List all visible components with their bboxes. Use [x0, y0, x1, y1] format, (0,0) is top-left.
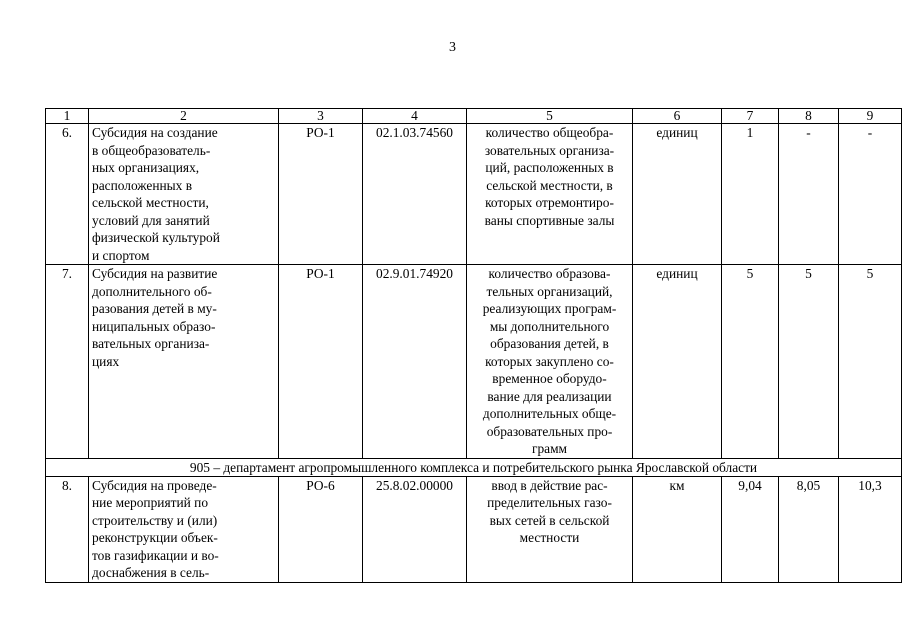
- value-cell: 5: [779, 265, 839, 459]
- value-cell: 8,05: [779, 476, 839, 582]
- indicator-cell: количество образова- тельных организаций, реализующих програм- мы дополнительного образования детей, в которых закуплено со- временное оборудо- вание для реализации дополнительных обще- образовательных про- грамм: [467, 265, 633, 459]
- column-number: 6: [633, 109, 722, 124]
- subsidy-name: Субсидия на развитие дополнительного об- разования детей в му- ниципальных образо- вательных организа- циях: [89, 265, 279, 459]
- value-cell: 1: [722, 124, 779, 265]
- page-number: 3: [449, 40, 456, 55]
- header-row: [46, 109, 902, 124]
- code-cell: РО-6: [279, 476, 363, 582]
- table-row: [46, 265, 902, 459]
- unit-cell: км: [633, 476, 722, 582]
- kbk-cell: 02.1.03.74560: [363, 124, 467, 265]
- row-number: 6.: [46, 124, 89, 265]
- value-cell: 10,3: [839, 476, 902, 582]
- value-cell: 5: [722, 265, 779, 459]
- subsidy-name: Субсидия на создание в общеобразователь- ных организациях, расположенных в сельской местности, условий для занятий физической культурой и спортом: [89, 124, 279, 265]
- subsidy-name: Субсидия на проведе- ние мероприятий по строительству и (или) реконструкции объек- тов газификации и во- доснабжения в сель-: [89, 476, 279, 582]
- row-number: 7.: [46, 265, 89, 459]
- column-number: 7: [722, 109, 779, 124]
- indicator-cell: количество общеобра- зовательных организа- ций, расположенных в сельской местности, в которых отремонтиро- ваны спортивные залы: [467, 124, 633, 265]
- value-cell: -: [839, 124, 902, 265]
- column-number: 5: [467, 109, 633, 124]
- column-number: 3: [279, 109, 363, 124]
- department-row: [46, 458, 902, 476]
- column-number: 8: [779, 109, 839, 124]
- column-number: 1: [46, 109, 89, 124]
- unit-cell: единиц: [633, 265, 722, 459]
- indicator-cell: ввод в действие рас- пределительных газо- вых сетей в сельской местности: [467, 476, 633, 582]
- table-row: [46, 476, 902, 582]
- value-cell: -: [779, 124, 839, 265]
- unit-cell: единиц: [633, 124, 722, 265]
- column-number: 9: [839, 109, 902, 124]
- column-number: 2: [89, 109, 279, 124]
- row-number: 8.: [46, 476, 89, 582]
- table-row: [46, 124, 902, 265]
- kbk-cell: 02.9.01.74920: [363, 265, 467, 459]
- department-heading: 905 – департамент агропромышленного комплекса и потребительского рынка Ярославской области: [46, 458, 902, 476]
- code-cell: РО-1: [279, 124, 363, 265]
- data-table: [45, 108, 902, 583]
- code-cell: РО-1: [279, 265, 363, 459]
- value-cell: 9,04: [722, 476, 779, 582]
- value-cell: 5: [839, 265, 902, 459]
- kbk-cell: 25.8.02.00000: [363, 476, 467, 582]
- column-number: 4: [363, 109, 467, 124]
